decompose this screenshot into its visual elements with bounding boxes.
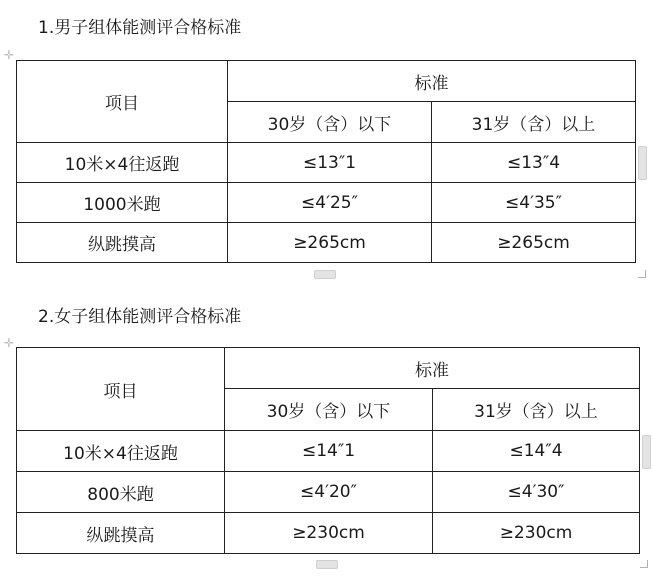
header-age-30-below: 30岁（含）以下 [228, 102, 432, 143]
table-header-row [17, 348, 640, 389]
table-header-row [17, 61, 636, 102]
table-resize-handle[interactable] [638, 270, 646, 278]
row-item-cell: 10米×4往返跑 [17, 431, 225, 472]
header-age-31-above: 31岁（含）以上 [433, 389, 640, 431]
male-standards-table [16, 60, 636, 263]
row-item-cell: 800米跑 [17, 472, 225, 513]
header-standard-cell: 标准 [225, 348, 640, 389]
female-standards-table [16, 347, 640, 554]
add-row-handle[interactable] [316, 560, 338, 569]
row-value-a-cell: ≤4′25″ [228, 183, 432, 223]
header-standard-cell: 标准 [228, 61, 636, 102]
header-age-30-below: 30岁（含）以下 [225, 389, 433, 431]
row-item-cell: 10米×4往返跑 [17, 143, 228, 183]
section-2-title: 2.女子组体能测评合格标准 [38, 307, 242, 327]
row-value-a-cell: ≥265cm [228, 223, 432, 263]
add-column-handle[interactable] [642, 435, 651, 469]
table-move-handle-icon[interactable]: ✛ [4, 336, 15, 350]
table-row [17, 472, 640, 513]
row-item-cell: 纵跳摸高 [17, 513, 225, 554]
row-value-b-cell: ≤4′35″ [432, 183, 636, 223]
row-value-b-cell: ≤14″4 [433, 431, 640, 472]
row-item-cell: 纵跳摸高 [17, 223, 228, 263]
row-value-b-cell: ≥265cm [432, 223, 636, 263]
table-row [17, 513, 640, 554]
row-value-b-cell: ≥230cm [433, 513, 640, 554]
row-item-cell: 1000米跑 [17, 183, 228, 223]
table-row [17, 223, 636, 263]
add-column-handle[interactable] [638, 146, 647, 180]
row-value-a-cell: ≤13″1 [228, 143, 432, 183]
row-value-b-cell: ≤13″4 [432, 143, 636, 183]
header-age-31-above: 31岁（含）以上 [432, 102, 636, 143]
table-resize-handle[interactable] [640, 560, 648, 568]
row-value-a-cell: ≤14″1 [225, 431, 433, 472]
table-row [17, 431, 640, 472]
header-item-cell: 项目 [17, 348, 225, 431]
table-row [17, 183, 636, 223]
table-row [17, 143, 636, 183]
row-value-a-cell: ≥230cm [225, 513, 433, 554]
row-value-b-cell: ≤4′30″ [433, 472, 640, 513]
row-value-a-cell: ≤4′20″ [225, 472, 433, 513]
table-move-handle-icon[interactable]: ✛ [4, 48, 15, 62]
section-1-title: 1.男子组体能测评合格标准 [38, 18, 242, 38]
add-row-handle[interactable] [314, 270, 336, 279]
header-item-cell: 项目 [17, 61, 228, 143]
